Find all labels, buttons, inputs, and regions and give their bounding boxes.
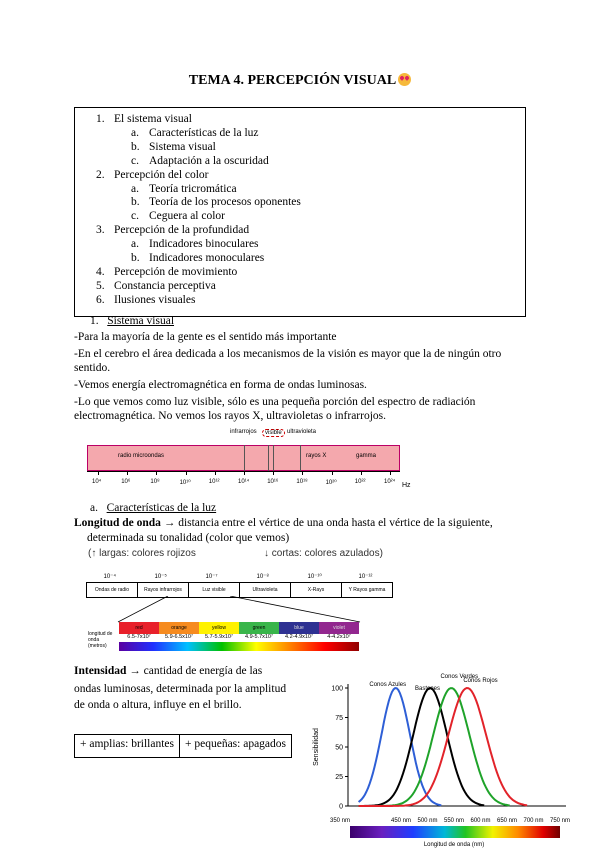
tick-label: 10²⁴ [384, 479, 396, 485]
x-axis-label: Longitud de onda (nm) [423, 842, 485, 848]
toc-item-label: Percepción de la profundidad [114, 224, 250, 237]
intensity-paragraph: Intensidad → cantidad de energía de las [74, 665, 263, 677]
rainbow-bar [119, 642, 359, 651]
series-label: Conos Azules [369, 682, 407, 688]
tick-label: 10⁶ [121, 479, 131, 485]
toc-item-label: El sistema visual [114, 113, 192, 125]
tick-label: 10¹² [208, 479, 220, 485]
intensity-line-2: ondas luminosas, determinada por la amplitud [74, 683, 287, 695]
toc-item-label: Ceguera al color [149, 210, 225, 223]
y-tick-label: 50 [335, 744, 343, 752]
wavelength-paragraph-2: determinada su tonalidad (color que vemos) [87, 532, 290, 544]
unit-label: Hz [402, 482, 411, 489]
color-swatch-yellow: yellow [199, 622, 239, 634]
toc-item [131, 238, 259, 250]
x-tick-label: 600 nm [470, 818, 491, 824]
toc-item-number: a. [131, 238, 139, 251]
y-tick-label: 25 [335, 774, 343, 781]
toc-item [131, 183, 237, 195]
spectrum-cell: Rayos infrarrojos [137, 582, 189, 598]
frequency-label: 4.2-4.9x10⁷ [285, 634, 313, 640]
toc-item-label: Constancia perceptiva [114, 279, 216, 292]
axis-tick [361, 471, 362, 475]
subsection-a-heading: a. Características de la luz [90, 502, 217, 514]
note-long: (↑ largas: colores rojizos [88, 548, 196, 559]
section-1-text-line: -Lo que vemos como luz visible, sólo es una pequeña porción del espectro de radiación [74, 396, 476, 408]
y-tick-label: 100 [331, 685, 343, 693]
tick-label: 10²² [354, 479, 366, 485]
toc-item-label: Indicadores monoculares [149, 252, 265, 264]
series-label: Conos Verdes [440, 674, 479, 680]
toc-item [131, 196, 301, 208]
axis-tick [98, 471, 99, 475]
tick-label: 10¹⁴ [238, 479, 250, 485]
exponent-label: 10⁻¹⁰ [307, 574, 322, 580]
toc-item [96, 113, 192, 125]
sensitivity-curve-1 [359, 688, 485, 806]
region-ultraviolet: ultravioleta [287, 429, 317, 435]
section-1-text-line: -En el cerebro el área dedicada a los mecanismos de la visión es mayor que la de ningún otro [74, 348, 502, 360]
toc-item-number: c. [131, 154, 139, 167]
toc-item-label: Indicadores binoculares [149, 238, 259, 251]
tick-label: 10¹⁶ [267, 479, 279, 485]
sensitivity-curve-0 [359, 688, 442, 805]
region-infrared: infrarrojos [230, 429, 257, 435]
exponent-label: 10⁻⁵ [154, 574, 167, 580]
axis-tick [390, 471, 391, 475]
visible-spectrum-strip [350, 826, 560, 838]
region-radio: radio microondas [118, 453, 165, 459]
frequency-label: 6.5-7x10⁷ [127, 634, 151, 640]
toc-item [131, 252, 264, 264]
toc-item-number: a. [131, 126, 139, 139]
frequency-label: 4-4.2x10⁷ [327, 634, 351, 640]
x-tick-label: 450 nm [390, 818, 412, 824]
x-tick-label: 700 nm [523, 818, 544, 824]
spectrum-cell: Luz visible [188, 582, 240, 598]
divider [268, 445, 269, 471]
sensitivity-chart [308, 668, 584, 848]
axis-tick [215, 471, 216, 475]
color-swatch-orange: orange [159, 622, 199, 634]
wavelength-meters-label: longitud de onda (metros) [88, 631, 113, 649]
toc-item-number: 5. [96, 279, 105, 292]
tick-label: 10¹⁰ [179, 480, 191, 486]
tick-label: 10¹⁸ [296, 479, 308, 485]
toc-item-label: Teoría de los procesos oponentes [149, 196, 301, 209]
series-label: Conos Rojos [463, 678, 498, 684]
toc-item-label: Adaptación a la oscuridad [149, 154, 269, 167]
toc-item [96, 266, 237, 278]
toc-item [96, 280, 216, 292]
axis-tick [186, 471, 187, 475]
tick-label: 10⁸ [150, 479, 160, 485]
toc-item-number: b. [131, 252, 140, 264]
exponent-label: 10⁻⁴ [103, 574, 116, 580]
color-swatch-red: red [119, 622, 159, 634]
axis-tick [244, 471, 245, 475]
toc-item [96, 294, 195, 306]
region-gamma: gamma [356, 453, 377, 459]
axis-tick [302, 471, 303, 475]
toc-item-number: 1. [96, 113, 105, 125]
axis-tick [156, 471, 157, 475]
toc-item [131, 141, 216, 153]
axis-tick [332, 471, 333, 475]
toc-item-label: Ilusiones visuales [114, 293, 196, 306]
y-axis-label: Sensibilidad [313, 728, 320, 766]
tick-label: 10⁴ [92, 479, 102, 485]
y-tick-label: 75 [335, 715, 343, 722]
x-tick-label: 550 nm [443, 818, 465, 824]
toc-item [131, 155, 269, 167]
amplitude-table [74, 734, 292, 758]
section-1-text-line: -Vemos energía electromagnética en forma de ondas luminosas. [74, 379, 367, 391]
amplitude-bright-cell: + amplias: brillantes [75, 735, 180, 757]
region-xray: rayos X [306, 453, 327, 459]
x-tick-label: 750 nm [549, 818, 571, 824]
exponent-label: 10⁻⁸ [256, 574, 269, 580]
heart-eyes-emoji-icon [398, 73, 411, 86]
section-1-heading: 1. Sistema visual [90, 315, 175, 327]
section-1-text-line: electromagnética. No vemos los rayos X, ultravioletas o infrarrojos. [74, 410, 387, 422]
toc-item [96, 224, 249, 236]
toc-item-label: Teoría tricromática [149, 182, 237, 195]
tick-label: 10²⁰ [325, 480, 337, 486]
color-swatch-blue: blue [279, 622, 319, 634]
amplitude-dim-cell: + pequeñas: apagados [185, 738, 287, 750]
spectrum-cell: Ultravioleta [239, 582, 291, 598]
x-tick-label: 650 nm [496, 818, 518, 824]
note-short: ↓ cortas: colores azulados) [264, 548, 383, 559]
toc-item-number: 4. [96, 265, 105, 278]
toc-item-label: Percepción del color [114, 168, 209, 181]
region-visible: visible [262, 429, 285, 437]
toc-item [96, 169, 209, 181]
intensity-line-3: de onda o altura, influye en el brillo. [74, 699, 242, 711]
color-swatch-violet: violet [319, 622, 359, 634]
spectrum-cell: Y Rayos gamma [341, 582, 393, 598]
zoom-lines [110, 596, 370, 624]
page-title: TEMA 4. PERCEPCIÓN VISUAL [0, 73, 600, 89]
axis-tick [127, 471, 128, 475]
toc-item-number: 3. [96, 224, 105, 237]
toc-item-label: Características de la luz [149, 126, 259, 139]
section-1-text-line: sentido. [74, 362, 111, 374]
toc-item-label: Sistema visual [149, 140, 216, 153]
y-tick-label: 0 [339, 803, 343, 811]
x-tick-label: 500 nm [417, 818, 438, 824]
toc-item-number: 2. [96, 168, 105, 181]
toc-item-number: b. [131, 196, 140, 209]
x-tick-label: 350 nm [329, 818, 351, 824]
visible-colors-bar [119, 622, 359, 634]
section-1-text-line: -Para la mayoría de la gente es el sentido más importante [74, 331, 337, 343]
toc-item [131, 127, 259, 139]
toc-item-number: c. [131, 210, 139, 223]
toc-item [131, 210, 225, 222]
toc-item-number: b. [131, 140, 140, 153]
frequency-label: 5.9-6.5x10⁷ [165, 634, 193, 640]
divider [244, 445, 245, 471]
color-swatch-green: green [239, 622, 279, 634]
frequency-label: 4.9-5.7x10⁷ [245, 634, 273, 640]
spectrum-cell: Ondas de radio [86, 582, 138, 598]
exponent-label: 10⁻¹² [358, 574, 373, 580]
exponent-label: 10⁻⁷ [205, 574, 218, 580]
frequency-label: 5.7-5.9x10⁷ [205, 634, 233, 640]
axis-tick [273, 471, 274, 475]
toc-item-label: Percepción de movimiento [114, 265, 238, 278]
series-label: Bastones [414, 686, 441, 692]
divider [300, 445, 301, 471]
table-of-contents [74, 107, 526, 317]
sensitivity-curve-2 [359, 688, 510, 806]
divider [273, 445, 274, 471]
wavelength-paragraph: Longitud de onda → distancia entre el vértice de una onda hasta el vértice de la siguiente, [74, 517, 493, 529]
spectrum-cell: X-Rays [290, 582, 342, 598]
toc-item-number: 6. [96, 293, 105, 306]
toc-item-number: a. [131, 182, 139, 195]
sensitivity-curve-3 [359, 688, 527, 806]
